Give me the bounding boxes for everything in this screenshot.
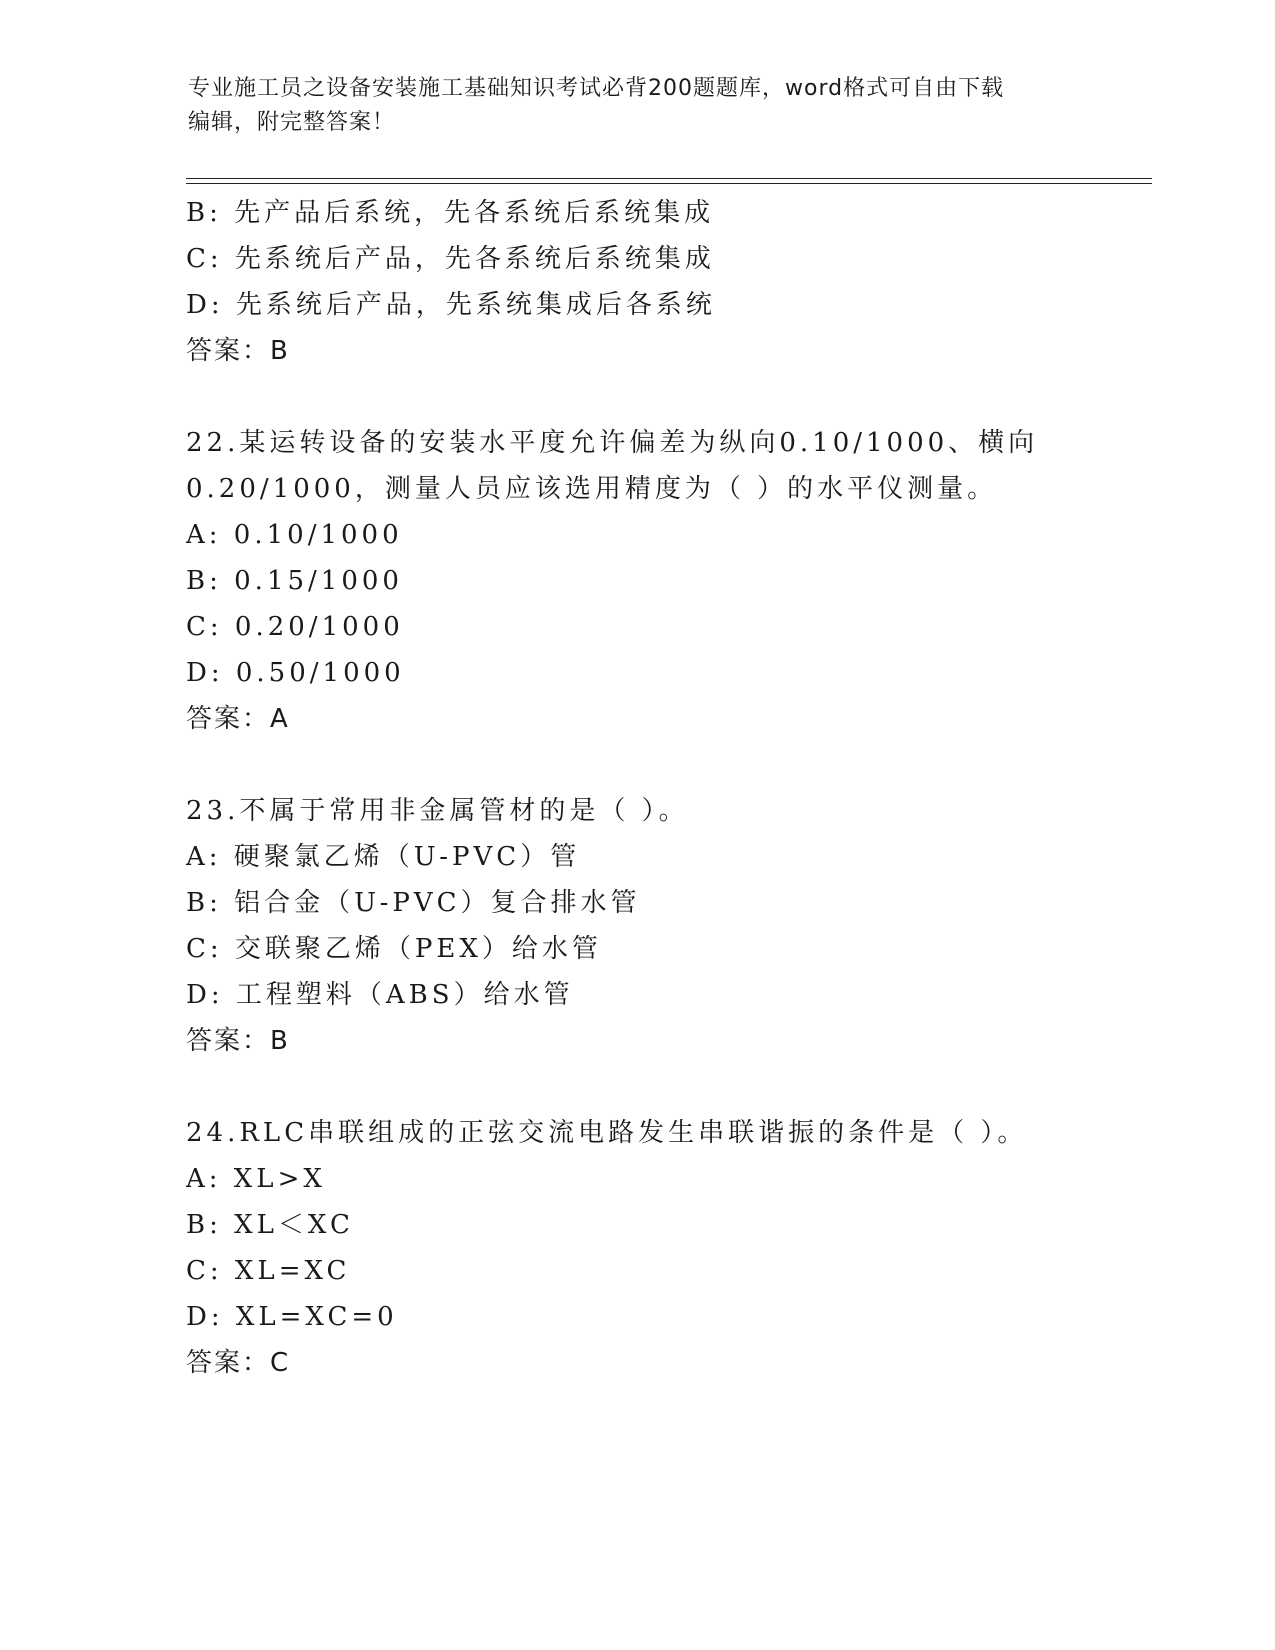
option-b: B: 先产品后系统，先各系统后系统集成 <box>186 198 715 228</box>
option-d: D: 工程塑料（ABS）给水管 <box>186 980 574 1010</box>
option-a: A: 0.10/1000 <box>186 520 403 550</box>
question-stem-continued: 0.20/1000，测量人员应该选用精度为（ ）的水平仪测量。 <box>186 474 998 504</box>
option-d: D: XL=XC=0 <box>186 1302 398 1332</box>
option-b: B: XL＜XC <box>186 1210 354 1240</box>
question-stem: 22.某运转设备的安装水平度允许偏差为纵向0.10/1000、横向 <box>186 428 1039 458</box>
header-title-line1: 专业施工员之设备安装施工基础知识考试必背200题题库，word格式可自由下载 <box>188 76 1005 101</box>
question-22 <box>186 420 1186 742</box>
header-divider-bottom <box>186 183 1152 184</box>
header-title-line2: 编辑，附完整答案！ <box>188 110 396 135</box>
answer: 答案：B <box>186 1026 290 1056</box>
option-c: C: XL=XC <box>186 1256 351 1286</box>
option-b: B: 铝合金（U-PVC）复合排水管 <box>186 888 641 918</box>
document-body <box>186 190 1186 1386</box>
question-21-continued <box>186 190 1186 374</box>
answer: 答案：B <box>186 336 290 366</box>
option-c: C: 交联聚乙烯（PEX）给水管 <box>186 934 602 964</box>
header-divider-top <box>186 178 1152 179</box>
option-b: B: 0.15/1000 <box>186 566 403 596</box>
option-c: C: 先系统后产品，先各系统后系统集成 <box>186 244 715 274</box>
question-stem: 24.RLC串联组成的正弦交流电路发生串联谐振的条件是（ ）。 <box>186 1118 1028 1148</box>
question-23 <box>186 788 1186 1064</box>
option-d: D: 0.50/1000 <box>186 658 405 688</box>
question-stem: 23.不属于常用非金属管材的是（ ）。 <box>186 796 689 826</box>
question-24 <box>186 1110 1186 1386</box>
option-d: D: 先系统后产品，先系统集成后各系统 <box>186 290 716 320</box>
option-a: A: XL>X <box>186 1164 326 1194</box>
answer: 答案：A <box>186 704 290 734</box>
document-header <box>188 72 1088 140</box>
option-a: A: 硬聚氯乙烯（U-PVC）管 <box>186 842 581 872</box>
answer: 答案：C <box>186 1348 291 1378</box>
option-c: C: 0.20/1000 <box>186 612 404 642</box>
